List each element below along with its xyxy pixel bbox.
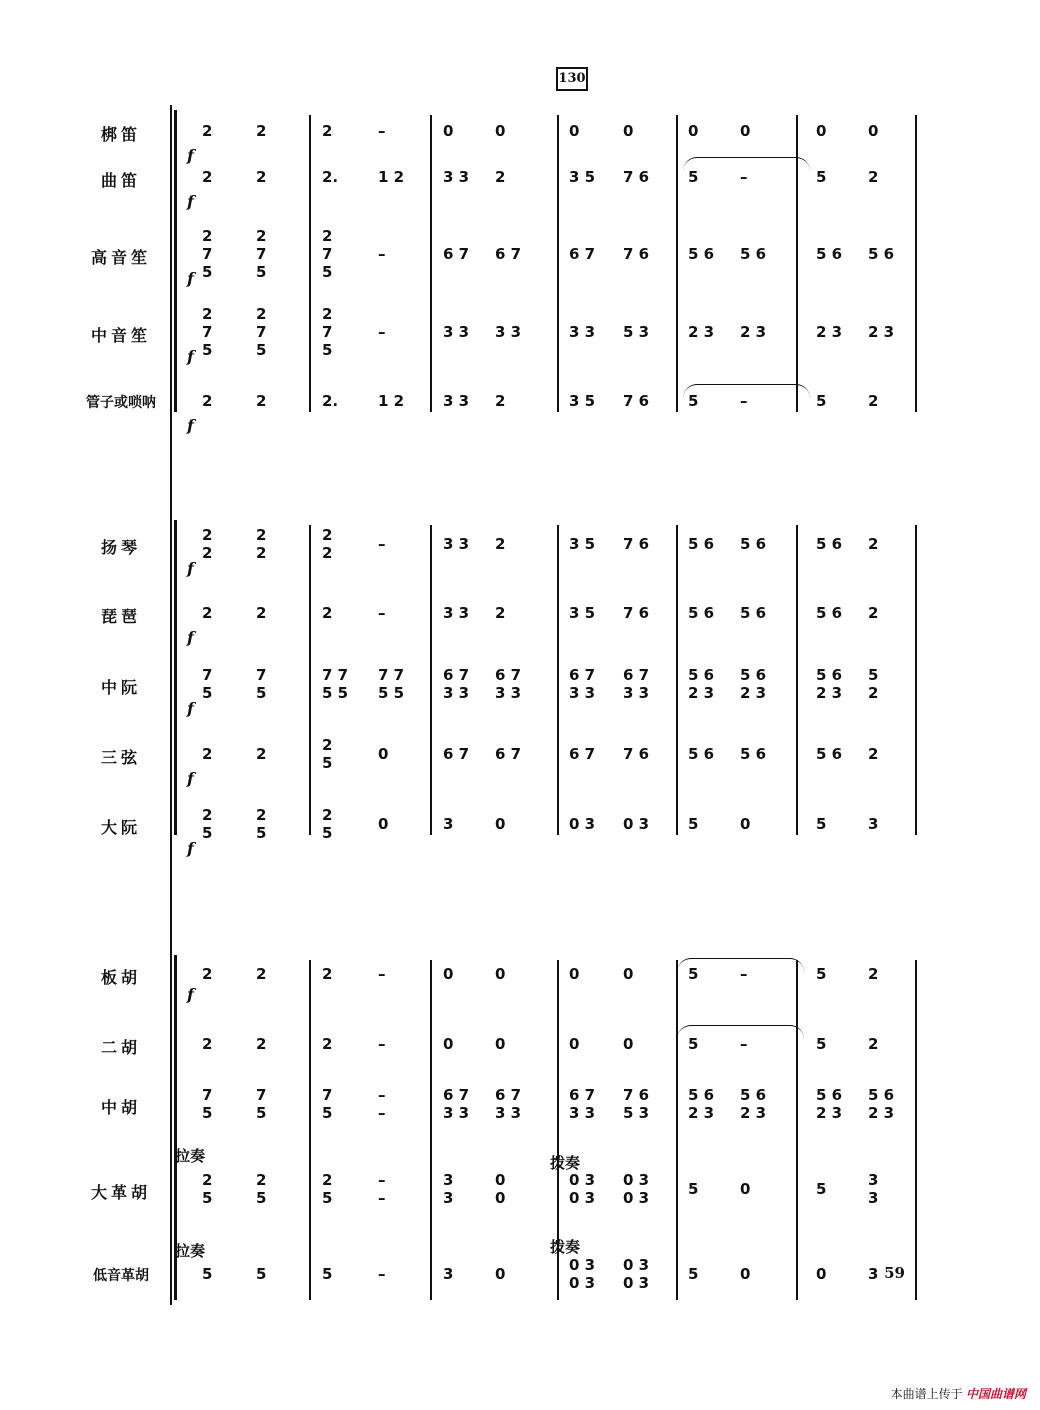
note: 5 [322,1189,333,1207]
note: 3 5 [569,392,596,410]
note: 2 [256,122,267,140]
note: 3 [868,1171,879,1189]
note: 0 [495,1189,506,1207]
tie [683,384,810,399]
note: 2 3 [740,684,767,702]
note: 5 [688,168,699,186]
note: 5 [688,1180,699,1198]
note: 2 3 [688,1104,715,1122]
note: 0 3 [569,1171,596,1189]
note: – [378,1171,386,1189]
note: 0 [569,1035,580,1053]
note: 2 [322,806,333,824]
technique-label: 拉奏 [175,1147,206,1165]
note: 5 [202,1265,213,1283]
dynamic-forte: f [187,192,194,211]
note: 3 [443,1265,454,1283]
note: 5 [202,824,213,842]
dynamic-forte: f [187,628,194,647]
note: 5 [868,666,879,684]
note: 2 [322,604,333,622]
note: 3 3 [569,323,596,341]
note: 0 [623,122,634,140]
note: 7 6 [623,1086,650,1104]
note: 2 3 [740,1104,767,1122]
note: 0 [443,1035,454,1053]
note: – [378,1189,386,1207]
note: 5 [322,824,333,842]
note: 5 6 [816,535,843,553]
note: 2 [322,965,333,983]
note: 2 [322,1171,333,1189]
note: 7 [256,666,267,684]
note: 6 7 [569,245,596,263]
note: 0 [740,815,751,833]
note: 2 [322,122,333,140]
instrument-name: 大阮 [100,818,141,837]
note: 0 [495,965,506,983]
note: 3 3 [495,323,522,341]
note: 0 3 [623,1256,650,1274]
note: 0 3 [623,815,650,833]
note: 7 [202,323,213,341]
barline [557,115,559,412]
note: 2 [868,392,879,410]
note: 3 3 [495,684,522,702]
note: 5 6 [688,245,715,263]
note: 2 [256,604,267,622]
note: 2 [322,305,333,323]
note: 7 [202,666,213,684]
note: 2 [202,1035,213,1053]
note: 5 6 [816,1086,843,1104]
note: 5 5 [322,684,349,702]
barline [676,960,678,1300]
note: – [378,1265,386,1283]
note: 5 [322,1265,333,1283]
barline [796,525,798,835]
note: 2 [322,526,333,544]
note: – [378,965,386,983]
note: 2. [322,392,339,410]
note: 2 [256,965,267,983]
note: 2 [202,227,213,245]
note: 0 [495,1171,506,1189]
barline [915,115,917,412]
note: 2 [202,604,213,622]
barline [557,525,559,835]
note: 5 [256,1265,267,1283]
note: 1 2 [378,168,405,186]
note: 2 [202,305,213,323]
note: 3 [868,815,879,833]
note: 3 [443,1171,454,1189]
note: 5 [202,1104,213,1122]
note: 6 7 [443,666,470,684]
dynamic-forte: f [187,146,194,165]
note: 5 [816,815,827,833]
note: 5 [202,263,213,281]
dynamic-forte: f [187,559,194,578]
note: 2 [202,1171,213,1189]
note: 0 [569,122,580,140]
note: 5 [688,815,699,833]
instrument-name: 中音笙 [90,326,151,345]
barline [915,960,917,1300]
note: 7 [256,323,267,341]
note: 5 3 [623,323,650,341]
note: 5 6 [868,245,895,263]
note: 7 [202,1086,213,1104]
note: 5 [816,965,827,983]
note: 6 7 [495,245,522,263]
note: 0 [623,965,634,983]
note: – [378,535,386,553]
note: 2 [322,544,333,562]
dynamic-forte: f [187,985,194,1004]
note: 0 3 [569,1256,596,1274]
note: 5 [688,1035,699,1053]
barline [430,115,432,412]
note: – [740,1035,748,1053]
note: 0 [443,122,454,140]
note: 2 [868,684,879,702]
note: 7 6 [623,168,650,186]
instrument-name: 二胡 [100,1038,141,1057]
instrument-name: 琵琶 [100,607,141,626]
note: 7 7 [322,666,349,684]
note: 5 6 [816,666,843,684]
instrument-name: 管子或唢呐 [86,395,156,411]
note: 5 [688,965,699,983]
note: 5 [322,754,333,772]
note: 3 [443,1189,454,1207]
note: 5 [816,1035,827,1053]
note: 7 6 [623,745,650,763]
note: 0 [740,122,751,140]
note: 5 [322,263,333,281]
note: 2 [202,544,213,562]
note: 5 6 [740,535,767,553]
note: 3 3 [443,684,470,702]
note: – [378,122,386,140]
note: 0 [816,122,827,140]
note: 6 7 [569,1086,596,1104]
note: 0 [868,122,879,140]
rehearsal-mark: 130 [556,67,588,91]
note: 2 [322,1035,333,1053]
note: 0 [378,815,389,833]
instrument-name: 大革胡 [90,1183,151,1202]
instrument-name: 低音革胡 [93,1268,149,1284]
note: 2 [322,736,333,754]
note: – [740,392,748,410]
dynamic-forte: f [187,416,194,435]
note: 5 6 [740,604,767,622]
note: – [740,168,748,186]
note: 2 [202,168,213,186]
note: 2 3 [868,1104,895,1122]
note: 0 3 [623,1274,650,1292]
instrument-name: 板胡 [100,968,141,987]
footer-credit [891,1385,1026,1402]
dynamic-forte: f [187,347,194,366]
instrument-name: 三弦 [100,748,141,767]
note: 6 7 [495,666,522,684]
tie [677,1025,804,1040]
note: 3 5 [569,535,596,553]
note: 6 7 [495,1086,522,1104]
note: 7 [322,245,333,263]
note: – [378,1104,386,1122]
note: 5 6 [688,745,715,763]
note: 0 [688,122,699,140]
note: 2 3 [688,323,715,341]
note: 5 6 [816,245,843,263]
dynamic-forte: f [187,839,194,858]
note: 2 [256,1035,267,1053]
note: 5 [202,341,213,359]
note: 0 3 [569,1274,596,1292]
note: 3 3 [443,535,470,553]
note: – [740,965,748,983]
note: 2 [256,305,267,323]
instrument-name: 曲笛 [100,171,141,190]
barline [309,115,311,412]
note: 2 3 [816,1104,843,1122]
note: 2 [495,392,506,410]
note: 2 [868,1035,879,1053]
instrument-name: 扬琴 [100,538,141,557]
note: – [378,245,386,263]
tie [683,157,810,172]
note: – [378,323,386,341]
note: 6 7 [495,745,522,763]
note: 7 6 [623,245,650,263]
site-logo: 中国曲谱网 [965,1387,1026,1401]
note: 5 [202,684,213,702]
note: 2 [495,168,506,186]
note: 6 7 [443,1086,470,1104]
note: 3 3 [569,1104,596,1122]
footer-text: 本曲谱上传于 [890,1387,963,1401]
note: 2 [322,227,333,245]
note: 2 [256,544,267,562]
note: 0 [623,1035,634,1053]
note: 0 [443,965,454,983]
note: 3 3 [443,168,470,186]
note: 2 [202,806,213,824]
note: 5 6 [688,604,715,622]
note: – [378,1035,386,1053]
note: 7 [202,245,213,263]
note: 5 6 [816,745,843,763]
note: 6 7 [623,666,650,684]
note: 2 [202,526,213,544]
note: 5 6 [740,745,767,763]
note: 5 5 [378,684,405,702]
note: 5 6 [816,604,843,622]
note: 5 6 [688,1086,715,1104]
note: 5 [688,392,699,410]
dynamic-forte: f [187,699,194,718]
note: 0 [495,815,506,833]
barline [430,525,432,835]
system-line [170,105,172,1305]
note: 3 [443,815,454,833]
note: 2 [256,526,267,544]
instrument-name: 中阮 [100,678,141,697]
note: 2 [202,122,213,140]
note: 5 [202,1189,213,1207]
note: 2 3 [868,323,895,341]
note: 3 3 [443,1104,470,1122]
note: 0 [378,745,389,763]
note: 0 [740,1180,751,1198]
note: – [378,604,386,622]
note: 0 [816,1265,827,1283]
note: 7 [256,245,267,263]
dynamic-forte: f [187,269,194,288]
note: 2 3 [688,684,715,702]
note: 3 3 [443,323,470,341]
note: 0 [495,1265,506,1283]
note: 0 3 [569,1189,596,1207]
note: 2 [256,227,267,245]
barline [309,960,311,1300]
instrument-name: 中胡 [100,1098,141,1117]
note: 2 [256,745,267,763]
note: 2 3 [816,323,843,341]
note: 5 [256,341,267,359]
barline [430,960,432,1300]
note: 7 6 [623,604,650,622]
dynamic-forte: f [187,769,194,788]
note: 5 6 [688,666,715,684]
note: 2 [202,745,213,763]
note: 5 [688,1265,699,1283]
note: 5 3 [623,1104,650,1122]
note: 5 [816,168,827,186]
note: 3 3 [495,1104,522,1122]
note: 2 [868,965,879,983]
note: 0 [495,1035,506,1053]
note: 5 [322,1104,333,1122]
note: 7 [256,1086,267,1104]
note: 2 [256,1171,267,1189]
note: 2 3 [740,323,767,341]
note: 0 3 [623,1171,650,1189]
note: 5 6 [740,1086,767,1104]
note: 7 [322,1086,333,1104]
note: 2 [868,535,879,553]
barline [796,960,798,1300]
note: 3 3 [443,604,470,622]
tie [677,958,804,973]
note: 5 [816,1180,827,1198]
note: 2 [868,168,879,186]
note: 5 [256,263,267,281]
note: 2. [322,168,339,186]
page-number: 59 [884,1264,905,1282]
note: 7 6 [623,392,650,410]
note: 2 [202,392,213,410]
note: 7 7 [378,666,405,684]
note: 5 6 [868,1086,895,1104]
note: 5 6 [740,245,767,263]
note: 5 [322,341,333,359]
note: 2 [495,535,506,553]
instrument-name: 高音笙 [90,248,151,267]
note: 2 [202,965,213,983]
note: 5 6 [740,666,767,684]
note: 5 [816,392,827,410]
technique-label: 拨奏 [550,1238,581,1256]
note: 5 [256,684,267,702]
note: 3 3 [623,684,650,702]
note: 3 [868,1265,879,1283]
note: 7 [322,323,333,341]
technique-label: 拨奏 [550,1154,581,1172]
note: 5 [256,1104,267,1122]
note: 3 5 [569,168,596,186]
note: 1 2 [378,392,405,410]
note: 0 [495,122,506,140]
note: 2 [256,392,267,410]
note: 6 7 [443,745,470,763]
note: 5 [256,1189,267,1207]
note: – [378,1086,386,1104]
barline [676,115,678,412]
note: 5 [256,824,267,842]
note: 2 [868,604,879,622]
note: 6 7 [569,745,596,763]
note: 2 [256,806,267,824]
note: 2 [256,168,267,186]
note: 6 7 [443,245,470,263]
instrument-name: 梆笛 [100,125,141,144]
note: 6 7 [569,666,596,684]
note: 2 3 [816,684,843,702]
note: 0 3 [569,815,596,833]
note: 0 3 [623,1189,650,1207]
note: 5 6 [688,535,715,553]
note: 7 6 [623,535,650,553]
note: 2 [868,745,879,763]
note: 2 [495,604,506,622]
barline [309,525,311,835]
note: 3 [868,1189,879,1207]
barline [676,525,678,835]
note: 3 5 [569,604,596,622]
note: 3 3 [569,684,596,702]
note: 0 [569,965,580,983]
note: 3 3 [443,392,470,410]
technique-label: 拉奏 [175,1242,206,1260]
note: 0 [740,1265,751,1283]
barline [915,525,917,835]
